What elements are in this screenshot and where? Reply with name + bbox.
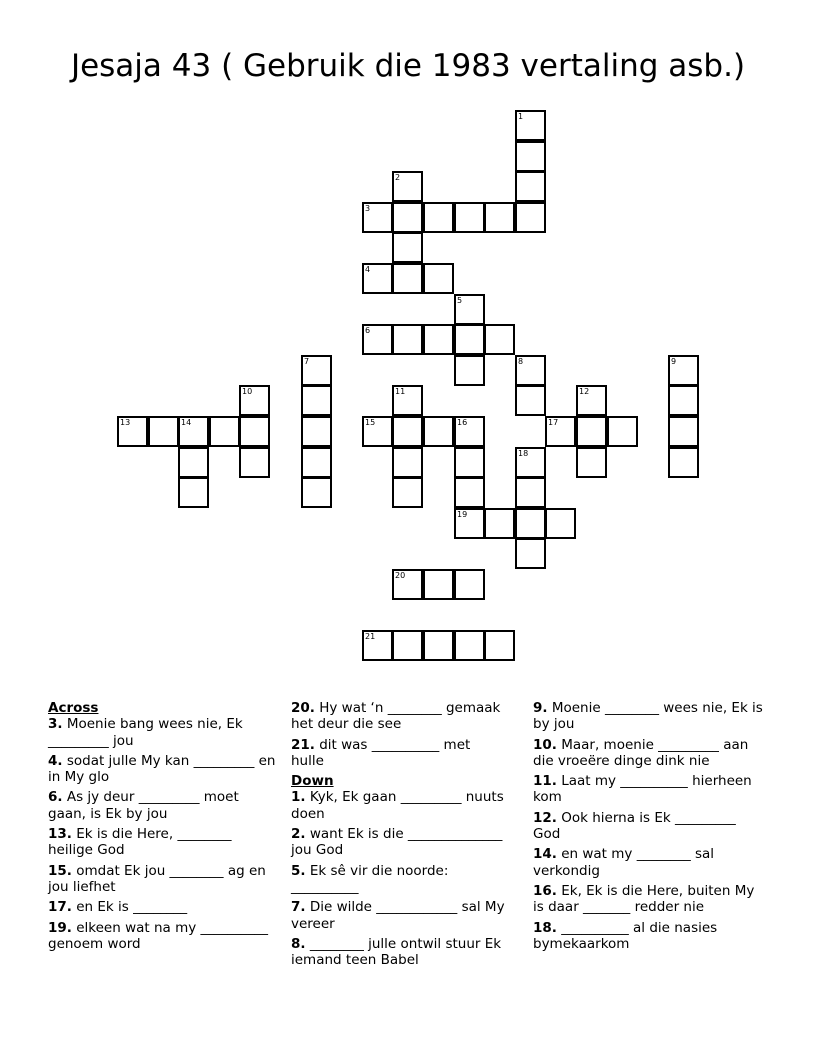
grid-cell[interactable] bbox=[362, 202, 393, 233]
down-clue bbox=[533, 846, 765, 879]
clue-number: 3. bbox=[48, 716, 63, 733]
grid-cell[interactable] bbox=[301, 447, 332, 478]
cell-number: 15 bbox=[365, 418, 376, 427]
cell-number: 2 bbox=[395, 173, 401, 182]
clue-text: Die wilde ____________ sal My vereer bbox=[291, 899, 505, 932]
grid-cell[interactable] bbox=[392, 447, 423, 478]
cell-number: 3 bbox=[365, 204, 371, 213]
cell-number: 8 bbox=[518, 357, 524, 366]
cell-number: 18 bbox=[518, 449, 529, 458]
cell-number: 12 bbox=[579, 387, 590, 396]
down-clue bbox=[533, 920, 765, 953]
across-clue bbox=[48, 826, 276, 859]
grid-cell[interactable] bbox=[301, 355, 332, 386]
cell-number: 13 bbox=[120, 418, 131, 427]
clue-text: Hy wat ‘n ________ gemaak het deur die see bbox=[291, 700, 501, 733]
grid-cell[interactable] bbox=[576, 385, 607, 416]
grid-cell[interactable] bbox=[515, 538, 546, 569]
across-clue bbox=[48, 753, 276, 786]
grid-cell[interactable] bbox=[454, 294, 485, 325]
down-clue bbox=[291, 789, 505, 822]
clue-text: Ek is die Here, ________ heilige God bbox=[48, 826, 232, 859]
down-clue bbox=[291, 826, 505, 859]
grid-cell[interactable] bbox=[392, 232, 423, 263]
grid-cell[interactable] bbox=[454, 324, 485, 355]
clue-number: 10. bbox=[533, 736, 557, 753]
clue-number: 4. bbox=[48, 752, 63, 769]
down-clue bbox=[291, 936, 505, 969]
grid-cell[interactable] bbox=[362, 324, 393, 355]
grid-cell[interactable] bbox=[423, 263, 454, 294]
clue-text: Moenie ________ wees nie, Ek is by jou bbox=[533, 700, 763, 733]
clue-text: en wat my ________ sal verkondig bbox=[533, 846, 715, 879]
clue-number: 2. bbox=[291, 826, 306, 843]
down-heading: Down bbox=[291, 773, 334, 790]
grid-cell[interactable] bbox=[515, 355, 546, 386]
down-clue bbox=[291, 899, 505, 932]
grid-cell[interactable] bbox=[423, 202, 454, 233]
cell-number: 20 bbox=[395, 571, 406, 580]
down-clue bbox=[533, 700, 765, 733]
grid-cell[interactable] bbox=[178, 477, 209, 508]
grid-cell[interactable] bbox=[392, 416, 423, 447]
clue-text: en Ek is ________ bbox=[76, 899, 188, 916]
clue-text: Kyk, Ek gaan _________ nuuts doen bbox=[291, 789, 504, 822]
down-clue bbox=[291, 863, 505, 896]
across-clue bbox=[48, 899, 276, 915]
clue-number: 14. bbox=[533, 846, 557, 863]
grid-cell[interactable] bbox=[545, 416, 576, 447]
grid-cell[interactable] bbox=[484, 630, 515, 661]
clue-text: Maar, moenie _________ aan die vroeëre dinge dink nie bbox=[533, 736, 749, 769]
cell-number: 21 bbox=[365, 632, 376, 641]
clue-number: 16. bbox=[533, 882, 557, 899]
clue-text: Moenie bang wees nie, Ek _________ jou bbox=[48, 716, 243, 749]
across-clue bbox=[48, 716, 276, 749]
grid-cell[interactable] bbox=[515, 508, 546, 539]
grid-cell[interactable] bbox=[576, 416, 607, 447]
grid-cell[interactable] bbox=[423, 630, 454, 661]
grid-cell[interactable] bbox=[515, 447, 546, 478]
grid-cell[interactable] bbox=[301, 385, 332, 416]
grid-cell[interactable] bbox=[392, 263, 423, 294]
grid-cell[interactable] bbox=[668, 416, 699, 447]
cell-number: 5 bbox=[457, 296, 463, 305]
clue-number: 12. bbox=[533, 809, 557, 826]
clue-text: dit was __________ met hulle bbox=[291, 736, 471, 769]
grid-cell[interactable] bbox=[668, 385, 699, 416]
grid-cell[interactable] bbox=[392, 202, 423, 233]
grid-cell[interactable] bbox=[362, 630, 393, 661]
grid-cell[interactable] bbox=[454, 630, 485, 661]
grid-cell[interactable] bbox=[668, 447, 699, 478]
grid-cell[interactable] bbox=[392, 630, 423, 661]
clue-number: 21. bbox=[291, 736, 315, 753]
across-clue bbox=[48, 789, 276, 822]
grid-cell[interactable] bbox=[454, 447, 485, 478]
grid-cell[interactable] bbox=[423, 324, 454, 355]
grid-cell[interactable] bbox=[515, 110, 546, 141]
clue-number: 19. bbox=[48, 919, 72, 936]
clue-text: Laat my __________ hierheen kom bbox=[533, 773, 752, 806]
grid-cell[interactable] bbox=[545, 508, 576, 539]
down-clue bbox=[533, 737, 765, 770]
grid-cell[interactable] bbox=[454, 477, 485, 508]
grid-cell[interactable] bbox=[515, 202, 546, 233]
clue-number: 5. bbox=[291, 862, 306, 879]
clue-number: 17. bbox=[48, 899, 72, 916]
grid-cell[interactable] bbox=[515, 141, 546, 172]
down-clue bbox=[533, 883, 765, 916]
cell-number: 10 bbox=[242, 387, 253, 396]
grid-cell[interactable] bbox=[454, 355, 485, 386]
clue-number: 6. bbox=[48, 789, 63, 806]
clue-text: ________ julle ontwil stuur Ek iemand teen Babel bbox=[291, 935, 502, 969]
clue-number: 8. bbox=[291, 935, 306, 952]
cell-number: 9 bbox=[671, 357, 677, 366]
clue-number: 18. bbox=[533, 919, 557, 936]
cell-number: 6 bbox=[365, 326, 371, 335]
grid-cell[interactable] bbox=[668, 355, 699, 386]
page-title: Jesaja 43 ( Gebruik die 1983 vertaling asb.) bbox=[70, 48, 746, 84]
grid-cell[interactable] bbox=[515, 171, 546, 202]
grid-cell[interactable] bbox=[515, 385, 546, 416]
clue-number: 1. bbox=[291, 789, 306, 806]
grid-cell[interactable] bbox=[117, 416, 148, 447]
cell-number: 1 bbox=[518, 112, 524, 121]
cell-number: 7 bbox=[304, 357, 310, 366]
across-clue bbox=[48, 863, 276, 896]
grid-cell[interactable] bbox=[392, 324, 423, 355]
cell-number: 11 bbox=[395, 387, 406, 396]
clue-number: 11. bbox=[533, 773, 557, 790]
grid-cell[interactable] bbox=[178, 416, 209, 447]
cell-number: 4 bbox=[365, 265, 371, 274]
grid-cell[interactable] bbox=[484, 324, 515, 355]
clue-column-2 bbox=[291, 700, 505, 972]
grid-cell[interactable] bbox=[454, 569, 485, 600]
clue-column-3 bbox=[533, 700, 765, 956]
grid-cell[interactable] bbox=[239, 385, 270, 416]
down-clue bbox=[533, 810, 765, 843]
grid-cell[interactable] bbox=[362, 416, 393, 447]
clue-text: want Ek is die ______________ jou God bbox=[291, 826, 503, 859]
clue-text: Ook hierna is Ek _________ God bbox=[533, 809, 736, 843]
grid-cell[interactable] bbox=[423, 569, 454, 600]
clue-number: 13. bbox=[48, 826, 72, 843]
cell-number: 14 bbox=[181, 418, 192, 427]
clue-number: 20. bbox=[291, 700, 315, 716]
grid-cell[interactable] bbox=[301, 416, 332, 447]
grid-cell[interactable] bbox=[576, 447, 607, 478]
cell-number: 19 bbox=[457, 510, 468, 519]
grid-cell[interactable] bbox=[484, 508, 515, 539]
grid-cell[interactable] bbox=[362, 263, 393, 294]
clue-text: Ek, Ek is die Here, buiten My is daar _______ redder nie bbox=[533, 882, 755, 916]
grid-cell[interactable] bbox=[392, 385, 423, 416]
grid-cell[interactable] bbox=[392, 569, 423, 600]
grid-cell[interactable] bbox=[239, 416, 270, 447]
grid-cell[interactable] bbox=[239, 447, 270, 478]
cell-number: 16 bbox=[457, 418, 468, 427]
clue-number: 15. bbox=[48, 862, 72, 879]
grid-cell[interactable] bbox=[454, 508, 485, 539]
across-clue bbox=[291, 700, 505, 733]
clue-text: elkeen wat na my __________ genoem word bbox=[48, 919, 269, 952]
grid-cell[interactable] bbox=[392, 477, 423, 508]
grid-cell[interactable] bbox=[454, 416, 485, 447]
clue-column-1 bbox=[48, 700, 276, 956]
clue-text: As jy deur _________ moet gaan, is Ek by jou bbox=[48, 789, 239, 822]
across-clue bbox=[291, 737, 505, 770]
grid-cell[interactable] bbox=[209, 416, 240, 447]
clue-text: sodat julle My kan _________ en in My glo bbox=[48, 752, 276, 786]
clue-number: 7. bbox=[291, 899, 306, 916]
clue-text: omdat Ek jou ________ ag en jou liefhet bbox=[48, 862, 266, 895]
clue-text: __________ al die nasies bymekaarkom bbox=[533, 919, 718, 952]
clue-number: 9. bbox=[533, 700, 548, 716]
grid-cell[interactable] bbox=[392, 171, 423, 202]
grid-cell[interactable] bbox=[423, 416, 454, 447]
across-heading: Across bbox=[48, 700, 99, 716]
grid-cell[interactable] bbox=[484, 202, 515, 233]
grid-cell[interactable] bbox=[454, 202, 485, 233]
grid-cell[interactable] bbox=[178, 447, 209, 478]
grid-cell[interactable] bbox=[515, 477, 546, 508]
grid-cell[interactable] bbox=[607, 416, 638, 447]
grid-cell[interactable] bbox=[148, 416, 179, 447]
grid-cell[interactable] bbox=[301, 477, 332, 508]
clue-text: Ek sê vir die noorde: __________ bbox=[291, 862, 449, 895]
across-clue bbox=[48, 920, 276, 953]
down-clue bbox=[533, 773, 765, 806]
cell-number: 17 bbox=[548, 418, 559, 427]
